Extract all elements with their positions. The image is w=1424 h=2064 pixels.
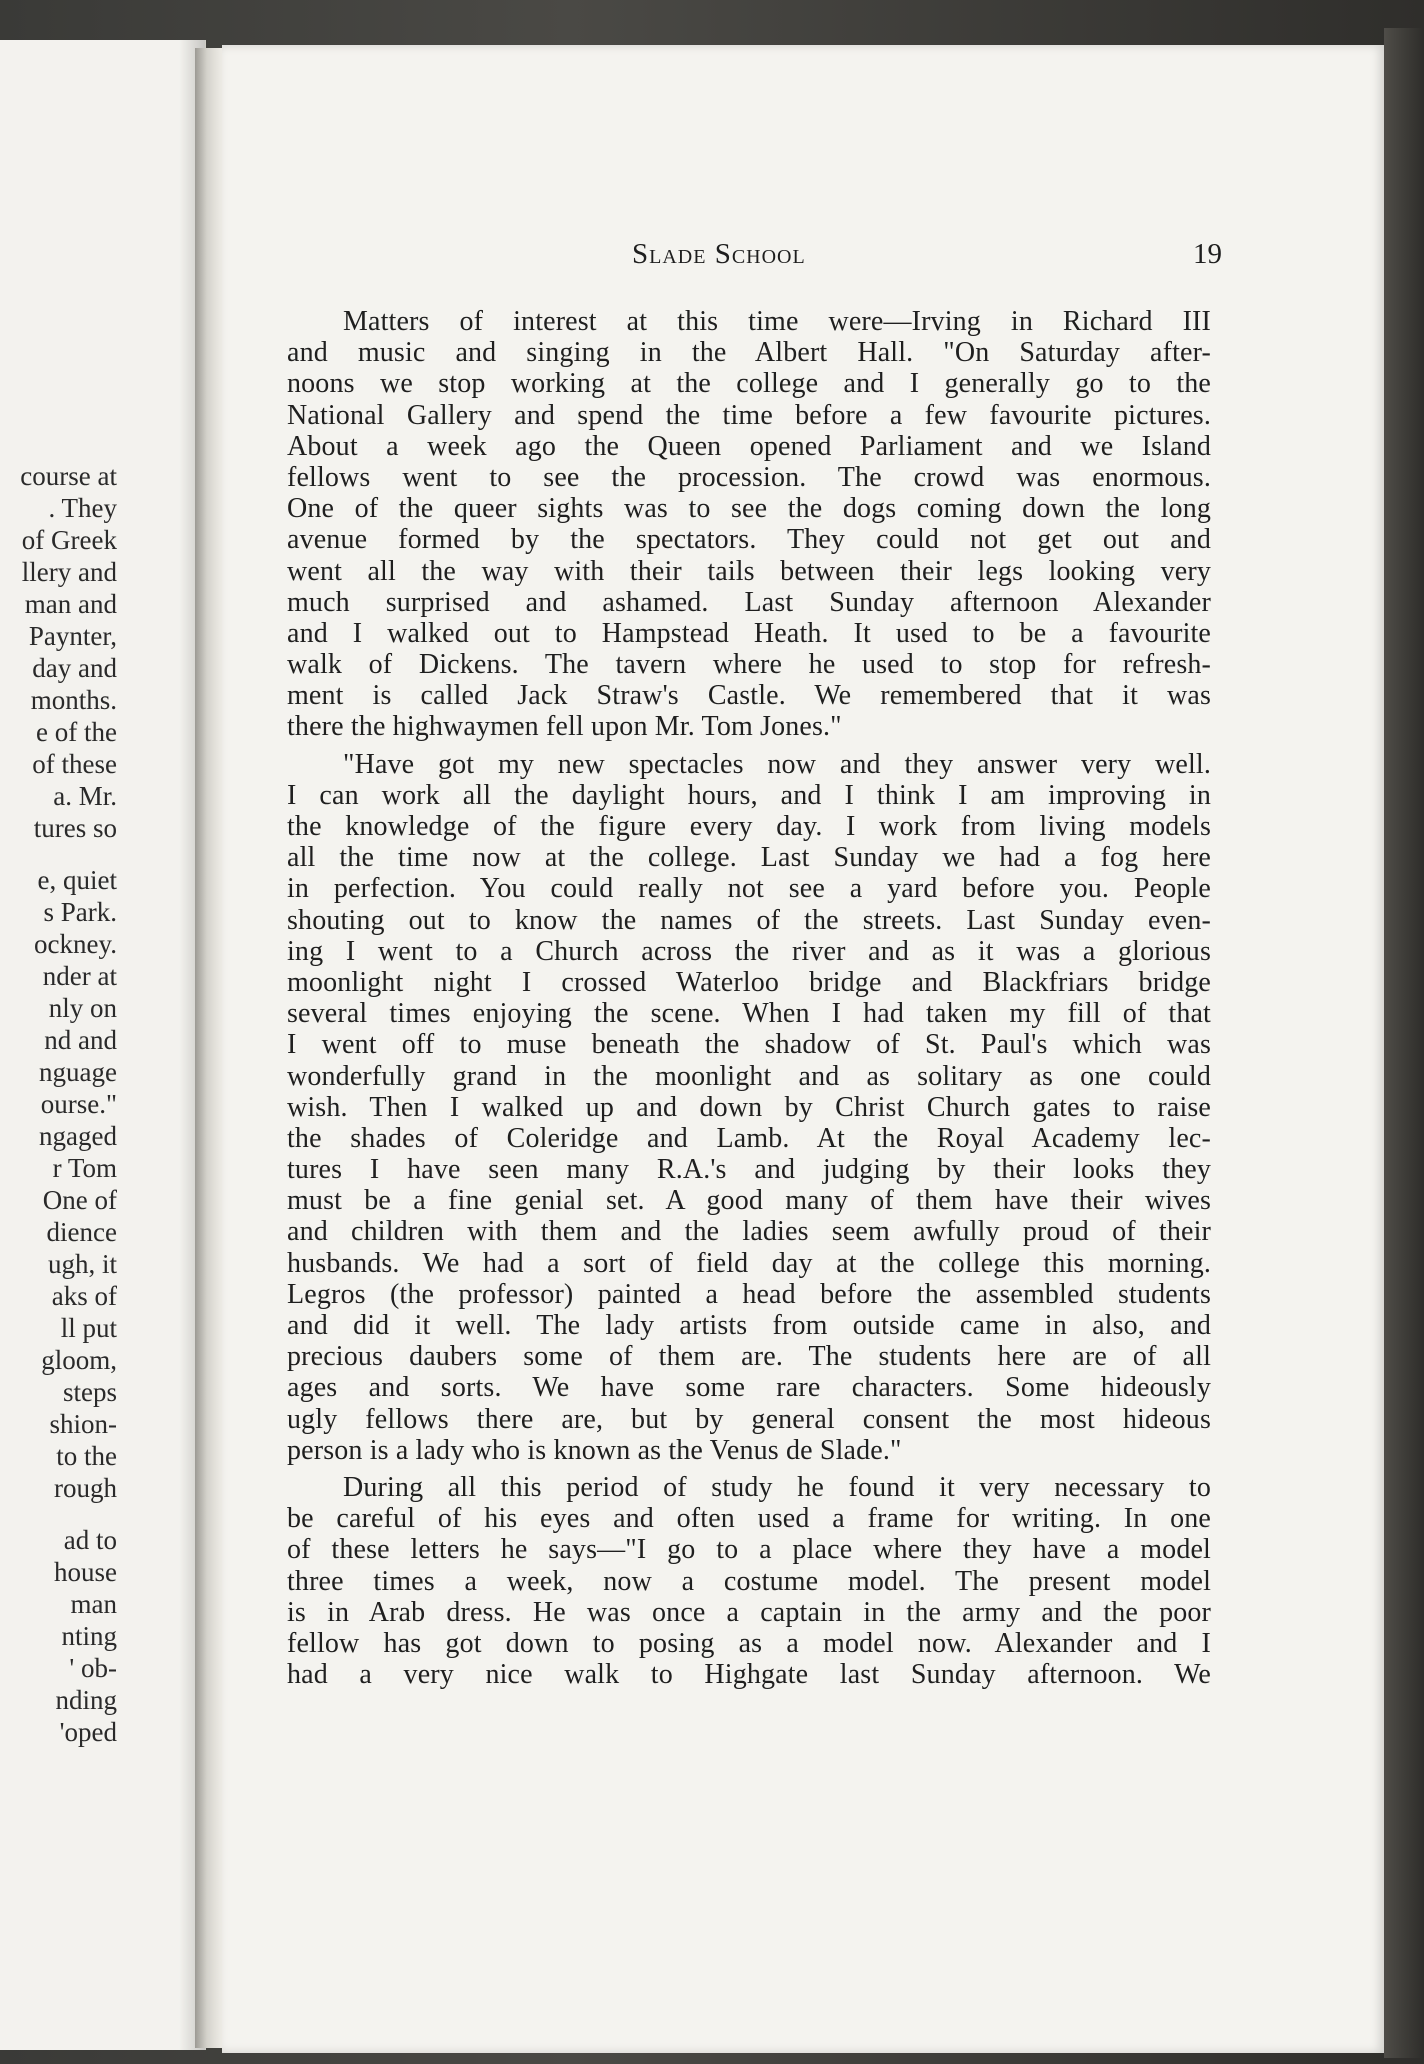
- text-line: is in Arab dress. He was once a captain in the army and the poor: [287, 1596, 1211, 1628]
- text-line: in perfection. You could really not see a yard before you. People: [287, 873, 1211, 905]
- left-page-line: nting: [61, 1621, 117, 1651]
- left-page-line: shion-: [49, 1409, 117, 1439]
- text-line: ugly fellows there are, but by general consent the most hideous: [287, 1403, 1211, 1435]
- left-page-line: e of the: [36, 717, 117, 747]
- page-number: 19: [1193, 238, 1222, 270]
- text-line: ages and sorts. We have some rare characters. Some hideously: [287, 1372, 1211, 1404]
- left-page-line: 'oped: [59, 1717, 117, 1747]
- text-line: several times enjoying the scene. When I had taken my fill of that: [287, 998, 1211, 1030]
- text-line: and did it well. The lady artists from outside came in also, and: [287, 1310, 1211, 1341]
- left-page-line: ad to: [63, 1525, 117, 1555]
- left-page-line: man and: [24, 589, 117, 619]
- text-line: husbands. We had a sort of field day at the college this morning.: [287, 1247, 1211, 1279]
- text-line: much surprised and ashamed. Last Sunday afternoon Alexander: [287, 586, 1211, 618]
- left-page-line: months.: [30, 685, 117, 715]
- text-line: ment is called Jack Straw's Castle. We remembered that it was: [287, 680, 1211, 712]
- left-page-line: house: [54, 1557, 117, 1587]
- text-line: fellow has got down to posing as a model now. Alexander and I: [287, 1627, 1211, 1659]
- left-page-line: nding: [55, 1685, 117, 1715]
- left-page-line: tures so: [33, 813, 117, 843]
- text-line: fellows went to see the procession. The crowd was enormous.: [287, 461, 1211, 493]
- text-line: walk of Dickens. The tavern where he used to stop for refresh-: [287, 649, 1211, 681]
- text-line: wonderfully grand in the moonlight and as solitary as one could: [287, 1060, 1211, 1092]
- left-page-line: man: [70, 1589, 117, 1619]
- text-line: person is a lady who is known as the Venus de Slade.": [287, 1434, 902, 1466]
- text-line: the shades of Coleridge and Lamb. At the Royal Academy lec-: [287, 1122, 1211, 1154]
- text-line: avenue formed by the spectators. They could not get out and: [287, 524, 1211, 556]
- text-line: During all this period of study he found it very necessary to: [343, 1471, 1211, 1503]
- paragraph: [287, 1472, 1211, 1690]
- left-page-line: ugh, it: [47, 1249, 117, 1279]
- left-page-line: ll put: [60, 1313, 117, 1343]
- text-line: wish. Then I walked up and down by Christ Church gates to raise: [287, 1091, 1211, 1123]
- text-line: About a week ago the Queen opened Parliament and we Island: [287, 430, 1211, 462]
- left-page-line: gloom,: [41, 1345, 117, 1375]
- text-line: and I walked out to Hampstead Heath. It used to be a favourite: [287, 617, 1211, 649]
- text-line: Legros (the professor) painted a head before the assembled students: [287, 1278, 1211, 1310]
- left-page-line: course at: [20, 461, 117, 491]
- paragraph: [287, 749, 1211, 1466]
- book-cover-edge: [1384, 28, 1424, 2058]
- text-line: ing I went to a Church across the river and as it was a glorious: [287, 935, 1211, 967]
- text-line: must be a fine genial set. A good many of them have their wives: [287, 1185, 1211, 1217]
- left-page-line: nly on: [48, 993, 117, 1023]
- left-page-line: One of: [42, 1185, 117, 1215]
- left-page-gap: [20, 1504, 117, 1524]
- left-page-line: llery and: [21, 557, 117, 587]
- text-line: precious daubers some of them are. The students here are of all: [287, 1341, 1211, 1373]
- text-line: Matters of interest at this time were—Irving in Richard III: [343, 306, 1211, 337]
- left-page-line: dience: [46, 1217, 117, 1247]
- left-page-line: Paynter,: [28, 621, 117, 651]
- text-line: "Have got my new spectacles now and they answer very well.: [343, 748, 1211, 780]
- text-line: be careful of his eyes and often used a frame for writing. In one: [287, 1503, 1211, 1535]
- running-head: [422, 238, 1222, 278]
- text-line: there the highwaymen fell upon Mr. Tom Jones.": [287, 711, 842, 743]
- text-line: three times a week, now a costume model. The present model: [287, 1565, 1211, 1597]
- left-page-line: to the: [56, 1441, 117, 1471]
- left-page-line: e, quiet: [37, 865, 117, 895]
- text-line: tures I have seen many R.A.'s and judging by their looks they: [287, 1154, 1211, 1186]
- text-line: National Gallery and spend the time before a few favourite pictures.: [287, 399, 1211, 431]
- text-line: moonlight night I crossed Waterloo bridge and Blackfriars bridge: [287, 966, 1211, 998]
- text-line: all the time now at the college. Last Sunday we had a fog here: [287, 842, 1211, 874]
- left-page-line: ockney.: [34, 929, 117, 959]
- text-line: the knowledge of the figure every day. I work from living models: [287, 811, 1211, 842]
- text-line: went all the way with their tails between their legs looking very: [287, 555, 1211, 587]
- running-head-title: Slade School: [632, 238, 806, 270]
- paragraph: [287, 306, 1211, 743]
- left-page-line: rough: [54, 1473, 117, 1503]
- left-page-line: r Tom: [52, 1153, 117, 1183]
- left-facing-page: [0, 40, 206, 2050]
- text-line: and children with them and the ladies seem awfully proud of their: [287, 1216, 1211, 1248]
- left-page-line: ngaged: [39, 1121, 117, 1151]
- left-page-line: nder at: [42, 961, 117, 991]
- left-page-gap: [20, 844, 117, 864]
- body-text: [287, 306, 1211, 1690]
- left-page-line: s Park.: [43, 897, 117, 927]
- left-page-line: ourse.": [40, 1089, 117, 1119]
- text-line: I can work all the daylight hours, and I think I am improving in: [287, 779, 1211, 811]
- left-page-line: nd and: [44, 1025, 117, 1055]
- text-line: One of the queer sights was to see the dogs coming down the long: [287, 493, 1211, 525]
- left-page-line: steps: [63, 1377, 117, 1407]
- text-line: of these letters he says—"I go to a place where they have a model: [287, 1534, 1211, 1566]
- left-page-line: of Greek: [21, 525, 117, 555]
- left-page-text: [20, 460, 117, 1748]
- left-page-line: of these: [32, 749, 117, 779]
- text-line: noons we stop working at the college and I generally go to the: [287, 368, 1211, 400]
- left-page-line: aks of: [51, 1281, 117, 1311]
- text-line: and music and singing in the Albert Hall. "On Saturday after-: [287, 337, 1211, 369]
- left-page-line: a. Mr.: [53, 781, 117, 811]
- left-page-line: . They: [48, 493, 117, 523]
- left-page-line: nguage: [39, 1057, 117, 1087]
- left-page-line: ' ob-: [69, 1653, 117, 1683]
- text-line: I went off to muse beneath the shadow of St. Paul's which was: [287, 1029, 1211, 1061]
- text-line: shouting out to know the names of the streets. Last Sunday even-: [287, 904, 1211, 936]
- text-line: had a very nice walk to Highgate last Sunday afternoon. We: [287, 1659, 1211, 1691]
- left-page-line: day and: [32, 653, 117, 683]
